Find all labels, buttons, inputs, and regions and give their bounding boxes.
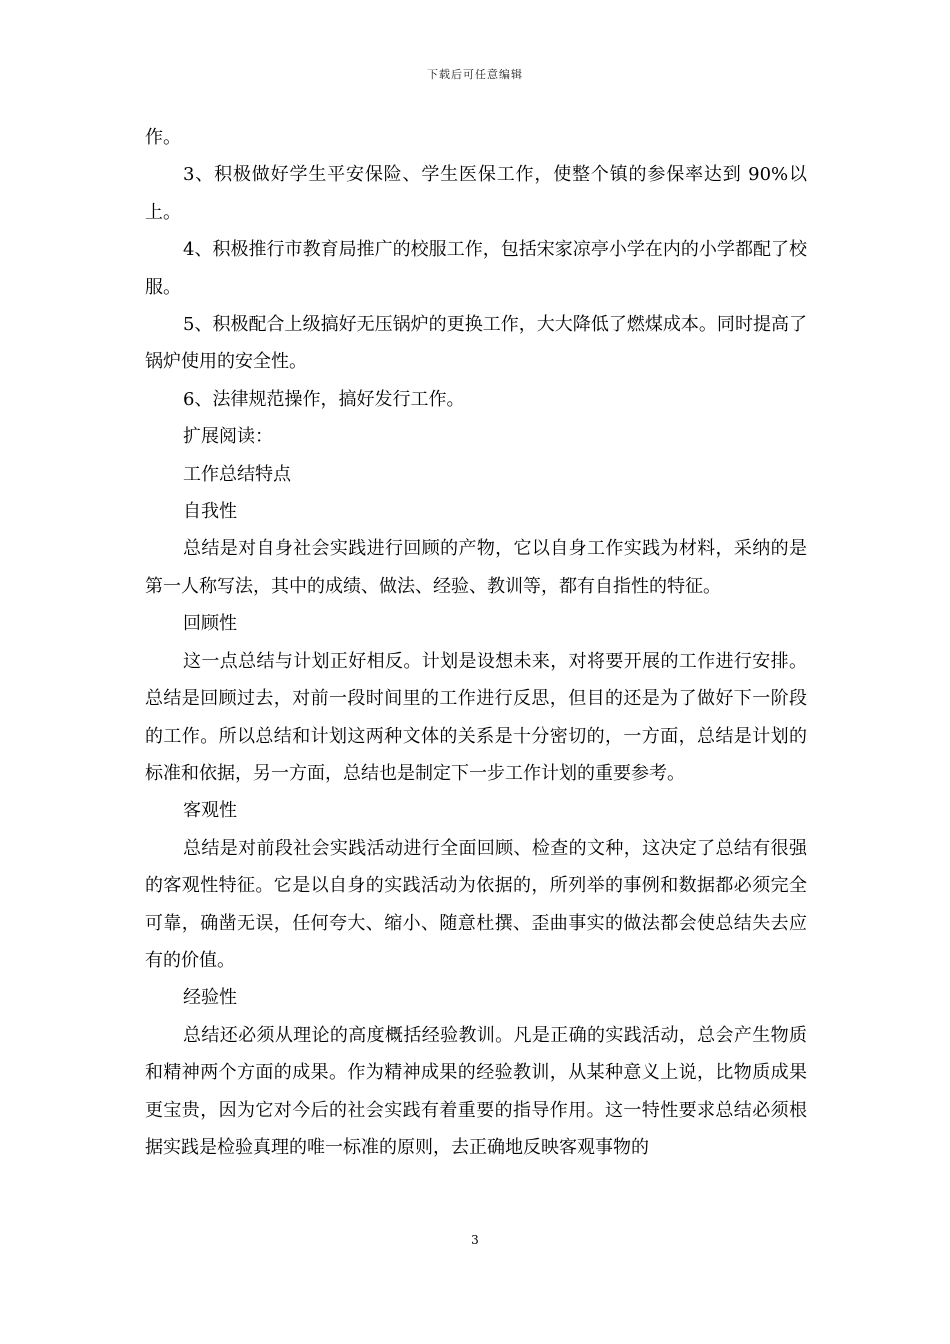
page-header: 下载后可任意编辑	[427, 68, 523, 81]
list-item-4: 4、积极推行市教育局推广的校服工作，包括宋家凉亭小学在内的小学都配了校服。	[145, 239, 807, 298]
list-item-3: 3、积极做好学生平安保险、学生医保工作，使整个镇的参保率达到 90%以上。	[145, 164, 807, 223]
document-body	[145, 119, 807, 1166]
extended-reading-label: 扩展阅读：	[183, 426, 273, 448]
section-heading: 工作总结特点	[183, 463, 291, 485]
list-item-6: 6、法律规范操作，搞好发行工作。	[183, 388, 465, 410]
page-number: 3	[471, 1233, 479, 1247]
subheading-objective: 客观性	[183, 800, 237, 822]
subheading-self: 自我性	[183, 501, 237, 523]
paragraph: 总结还必须从理论的高度概括经验教训。凡是正确的实践活动，总会产生物质和精神两个方面的成果。作为精神成果的经验教训，从某种意义上说，比物质成果更宝贵，因为它对今后的社会实践有着重要的指导作用。这一特性要求总结必须根据实践是检验真理的唯一标准的原则，去正确地反映客观事物的	[145, 1024, 807, 1158]
list-item-5: 5、积极配合上级搞好无压锅炉的更换工作，大大降低了燃煤成本。同时提高了锅炉使用的安全性。	[145, 314, 807, 373]
paragraph: 总结是对自身社会实践进行回顾的产物，它以自身工作实践为材料，采纳的是第一人称写法，其中的成绩、做法、经验、教训等，都有自指性的特征。	[145, 538, 807, 597]
subheading-experience: 经验性	[183, 987, 237, 1009]
paragraph: 这一点总结与计划正好相反。计划是设想未来，对将要开展的工作进行安排。总结是回顾过去，对前一段时间里的工作进行反思，但目的还是为了做好下一阶段的工作。所以总结和计划这两种文体的关系是十分密切的，一方面，总结是计划的标准和依据，另一方面，总结也是制定下一步工作计划的重要参考。	[145, 650, 807, 784]
paragraph: 总结是对前段社会实践活动进行全面回顾、检查的文种，这决定了总结有很强的客观性特征。它是以自身的实践活动为依据的，所列举的事例和数据都必须完全可靠，确凿无误，任何夸大、缩小、随意杜撰、歪曲事实的做法都会使总结失去应有的价值。	[145, 837, 807, 971]
paragraph: 作。	[145, 127, 181, 148]
subheading-review: 回顾性	[183, 613, 237, 635]
